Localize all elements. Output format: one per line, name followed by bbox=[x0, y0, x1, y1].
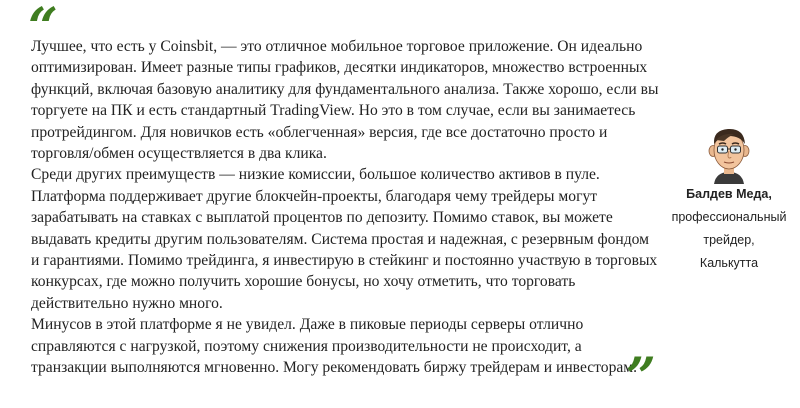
author-name: Балдев Меда, bbox=[686, 187, 772, 201]
opening-quote-mark: “ bbox=[28, 0, 58, 58]
author-card bbox=[664, 124, 794, 275]
review-text bbox=[31, 36, 659, 379]
man-face-avatar-icon bbox=[704, 124, 754, 184]
author-role-line-2: трейдер, bbox=[703, 233, 755, 247]
review-paragraph-3: Минусов в этой платформе я не увидел. Даже в пиковые периоды серверы отлично справляются с нагрузкой, поэтому снижения производительности не происходит, а транзакции выполняются мгновенно. Могу рекомендовать биржу трейдерам и инвесторам. bbox=[31, 316, 638, 377]
closing-quote-mark: ” bbox=[626, 347, 656, 408]
author-role-line-1: профессиональный bbox=[671, 210, 787, 224]
author-city: Калькутта bbox=[699, 256, 759, 270]
review-paragraph-1: Лучшее, что есть у Coinsbit, — это отличное мобильное торговое приложение. Он идеально оптимизирован. Имеет разные типы графиков, десятки индикаторов, множество встроенных функций, включая базовую аналитику для фундаментального анализа. Также хорошо, если вы торгуете на ПК и есть стандартный TradingView. Но это в том случае, если вы занимаетесь протрейдингом. Для новичков есть «облегченная» версия, где все достаточно просто и торговля/обмен осуществляется в два клика. bbox=[31, 38, 659, 163]
review-paragraph-2: Среди других преимуществ — низкие комиссии, большое количество активов в пуле. Платформа поддерживает другие блокчейн-проекты, благодаря чему трейдеры могут зарабатывать на ставках с выплатой процентов по депозиту. Помимо ставок, вы можете выдавать кредиты другим пользователям. Система простая и надежная, с резервным фондом и гарантиями. Помимо трейдинга, я инвестирую в стейкинг и постоянно участвую в торговых конкурсах, где можно получить хорошие бонусы, но хочу отметить, что торговать действительно нужно много. bbox=[31, 166, 658, 312]
